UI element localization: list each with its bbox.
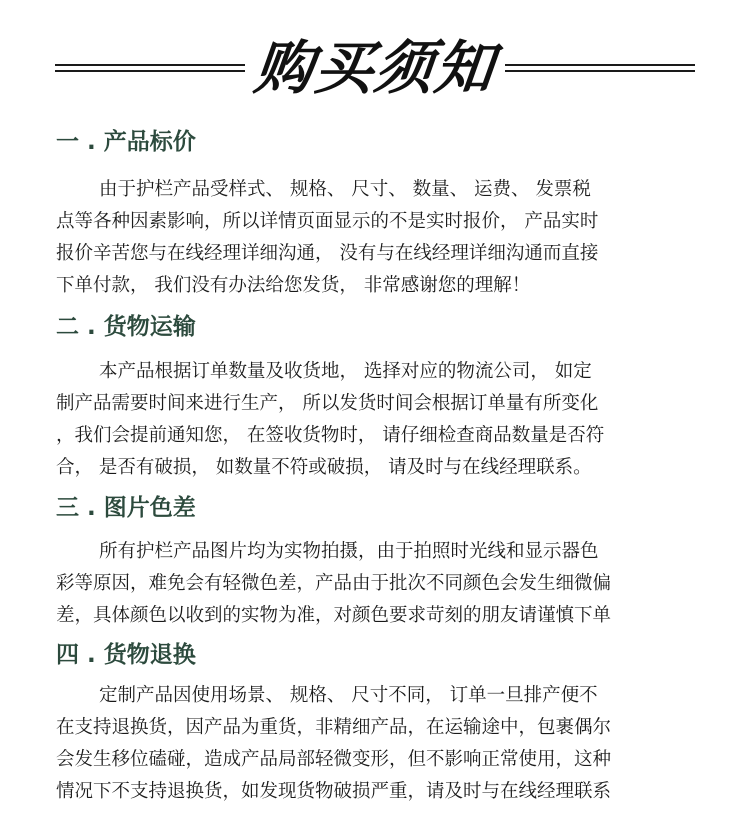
body-line: 合， 是否有破损， 如数量不符或破损， 请及时与在线经理联系。 bbox=[56, 457, 592, 478]
body-line: 定制产品因使用场景、 规格、 尺寸不同， 订单一旦排产便不 bbox=[99, 685, 598, 706]
body-line: 会发生移位磕碰，造成产品局部轻微变形，但不影响正常使用，这种 bbox=[56, 749, 612, 770]
body-line: 所有护栏产品图片均为实物拍摄，由于拍照时光线和显示器色 bbox=[99, 541, 599, 562]
body-line: 由于护栏产品受样式、 规格、 尺寸、 数量、 运费、 发票税 bbox=[99, 179, 591, 200]
body-line: 点等各种因素影响，所以详情页面显示的不是实时报价， 产品实时 bbox=[56, 211, 599, 232]
section-heading-returns: 四 . 货物退换 bbox=[56, 642, 196, 668]
section-body-returns bbox=[56, 680, 696, 808]
section-heading-pricing: 一 . 产品标价 bbox=[56, 129, 196, 155]
section-heading-shipping: 二 . 货物运输 bbox=[56, 314, 196, 340]
body-line: 制产品需要时间来进行生产， 所以发货时间会根据订单量有所变化 bbox=[56, 393, 599, 414]
section-heading-color-difference: 三 . 图片色差 bbox=[56, 495, 196, 521]
page-header bbox=[0, 0, 750, 130]
section-body-shipping bbox=[56, 356, 696, 484]
body-line: 差，具体颜色以收到的实物为准，对颜色要求苛刻的朋友请谨慎下单 bbox=[56, 605, 612, 626]
body-line: 报价辛苦您与在线经理详细沟通， 没有与在线经理详细沟通而直接 bbox=[56, 243, 599, 264]
body-line: ，我们会提前通知您， 在签收货物时， 请仔细检查商品数量是否符 bbox=[56, 425, 605, 446]
body-line: 情况下不支持退换货，如发现货物破损严重，请及时与在线经理联系 bbox=[56, 781, 612, 802]
body-line: 在支持退换货，因产品为重货，非精细产品，在运输途中，包裹偶尔 bbox=[56, 717, 612, 738]
section-body-color-difference bbox=[56, 536, 696, 632]
body-line: 下单付款， 我们没有办法给您发货， 非常感谢您的理解！ bbox=[56, 275, 531, 296]
section-body-pricing bbox=[56, 174, 696, 302]
page-title: 购买须知 bbox=[251, 34, 499, 102]
body-line: 彩等原因，难免会有轻微色差，产品由于批次不同颜色会发生细微偏 bbox=[56, 573, 612, 594]
title-divider-left bbox=[55, 64, 245, 72]
body-line: 本产品根据订单数量及收货地， 选择对应的物流公司， 如定 bbox=[99, 361, 592, 382]
title-divider-right bbox=[505, 64, 695, 72]
